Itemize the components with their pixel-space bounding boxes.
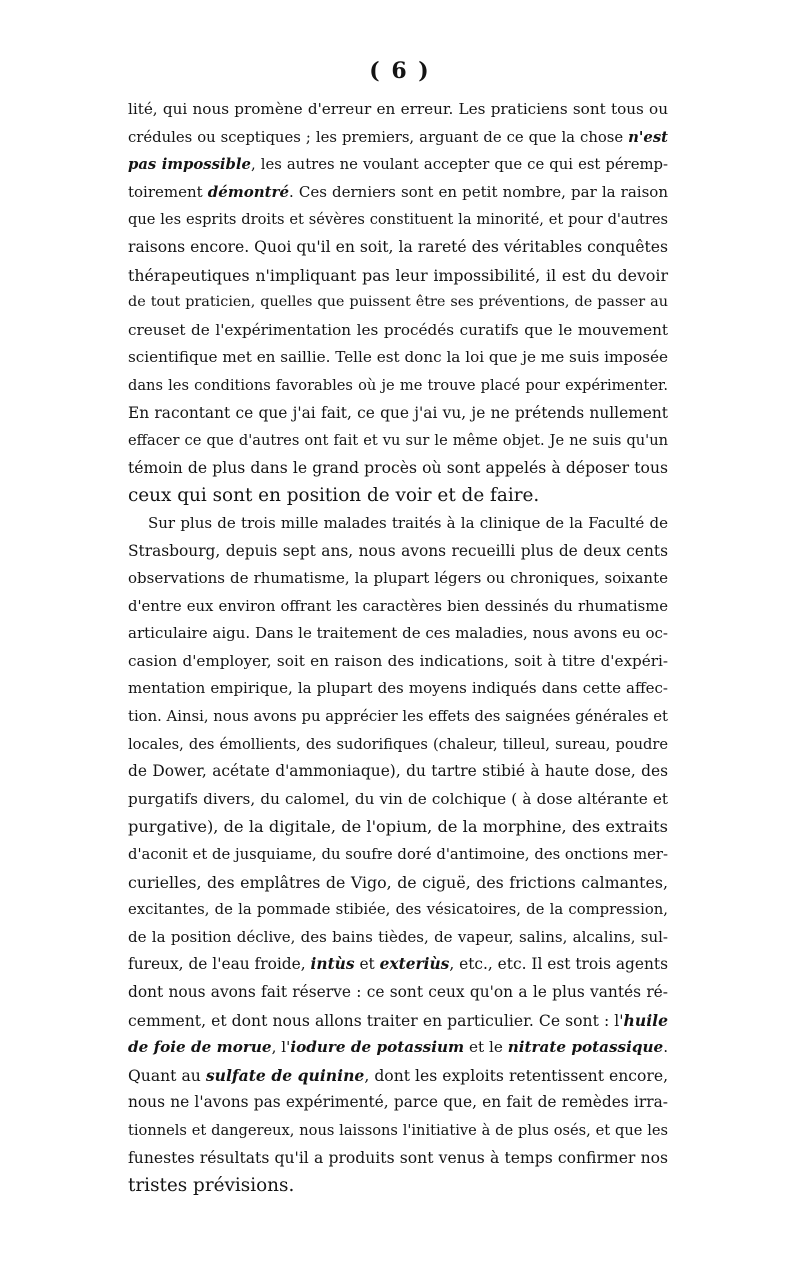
body-text bbox=[128, 96, 668, 1200]
text-line: cemment, et dont nous allons traiter en particulier. Ce sont : l'huile bbox=[128, 1010, 668, 1030]
text-line: nous ne l'avons pas expérimenté, parce que, en fait de remèdes irra- bbox=[128, 1093, 668, 1112]
text-line: ceux qui sont en position de voir et de faire. bbox=[128, 485, 540, 507]
italic-phrase: iodure de potassium bbox=[290, 1038, 465, 1057]
text-line: lité, qui nous promène d'erreur en erreur. Les praticiens sont tous ou bbox=[128, 100, 668, 118]
text-line: scientifique met en saillie. Telle est donc la loi que je me suis imposée bbox=[128, 348, 668, 367]
italic-phrase: de foie de morue bbox=[128, 1038, 272, 1057]
text-line: thérapeutiques n'impliquant pas leur impossibilité, il est du devoir bbox=[128, 265, 668, 285]
text-line: de la position déclive, des bains tièdes, de vapeur, salins, alcalins, sul- bbox=[128, 927, 668, 946]
text-line: Strasbourg, depuis sept ans, nous avons recueilli plus de deux cents bbox=[128, 541, 668, 560]
text-line: fureux, de l'eau froide, intùs et exteriùs, etc., etc. Il est trois agents bbox=[128, 955, 669, 974]
text-line: observations de rhumatisme, la plupart légers ou chroniques, soixante bbox=[128, 569, 668, 588]
text-line: Sur plus de trois mille malades traités à la clinique de la Faculté de bbox=[148, 513, 668, 532]
text-line: purgatifs divers, du calomel, du vin de colchique ( à dose altérante et bbox=[128, 789, 668, 808]
text-line: d'entre eux environ offrant les caractères bien dessinés du rhumatisme bbox=[128, 597, 668, 615]
text-line: funestes résultats qu'il a produits sont venus à temps confirmer nos bbox=[128, 1148, 668, 1167]
text-line: effacer ce que d'autres ont fait et vu sur le même objet. Je ne suis qu'un bbox=[128, 432, 668, 450]
italic-phrase: pas impossible bbox=[128, 156, 251, 174]
italic-phrase: exteriùs bbox=[379, 955, 450, 974]
italic-phrase: nitrate potassique bbox=[507, 1038, 664, 1057]
text-line: locales, des émollients, des sudorifiques (chaleur, tilleul, sureau, poudre bbox=[128, 735, 668, 753]
text-line: crédules ou sceptiques ; les premiers, arguant de ce que la chose n'est bbox=[128, 128, 668, 146]
italic-phrase: huile bbox=[623, 1010, 668, 1030]
italic-phrase: n'est bbox=[628, 128, 668, 146]
text-line: curielles, des emplâtres de Vigo, de ciguë, des frictions calmantes, bbox=[128, 872, 668, 892]
text-line: tristes prévisions. bbox=[128, 1175, 295, 1197]
text-line: En racontant ce que j'ai fait, ce que j'ai vu, je ne prétends nullement bbox=[128, 403, 668, 422]
text-line: dont nous avons fait réserve : ce sont ceux qu'on a le plus vantés ré- bbox=[128, 983, 668, 1001]
text-line: Quant au sulfate de quinine, dont les exploits retentissent encore, bbox=[128, 1065, 669, 1085]
text-line: raisons encore. Quoi qu'il en soit, la rareté des véritables conquêtes bbox=[128, 237, 668, 256]
italic-phrase: démontré bbox=[207, 182, 289, 201]
text-line: de foie de morue, l'iodure de potassium et le nitrate potassique. bbox=[128, 1038, 669, 1057]
text-line: articulaire aigu. Dans le traitement de ces maladies, nous avons eu oc- bbox=[128, 624, 668, 643]
text-line: purgative), de la digitale, de l'opium, de la morphine, des extraits bbox=[128, 817, 668, 837]
text-line: de Dower, acétate d'ammoniaque), du tartre stibié à haute dose, des bbox=[128, 762, 668, 781]
text-line: toirement démontré. Ces derniers sont en petit nombre, par la raison bbox=[128, 182, 668, 201]
text-line: excitantes, de la pommade stibiée, des vésicatoires, de la compression, bbox=[128, 901, 668, 919]
text-line: témoin de plus dans le grand procès où sont appelés à déposer tous bbox=[128, 458, 668, 477]
text-line: casion d'employer, soit en raison des indications, soit à titre d'expéri- bbox=[128, 651, 668, 670]
text-line: pas impossible, les autres ne voulant accepter que ce qui est péremp- bbox=[128, 156, 668, 174]
italic-phrase: intùs bbox=[310, 955, 355, 974]
text-line: que les esprits droits et sévères constituent la minorité, et pour d'autres bbox=[128, 211, 668, 229]
page-number: ( 6 ) bbox=[369, 58, 431, 84]
text-line: tionnels et dangereux, nous laissons l'initiative à de plus osés, et que les bbox=[128, 1121, 668, 1139]
text-line: d'aconit et de jusquiame, du soufre doré d'antimoine, des onctions mer- bbox=[128, 846, 668, 864]
text-line: creuset de l'expérimentation les procédés curatifs que le mouvement bbox=[128, 320, 668, 339]
italic-phrase: sulfate de quinine bbox=[205, 1065, 365, 1085]
text-line: tion. Ainsi, nous avons pu apprécier les effets des saignées générales et bbox=[128, 708, 668, 726]
text-line: de tout praticien, quelles que puissent être ses préventions, de passer au bbox=[128, 294, 668, 311]
text-line: dans les conditions favorables où je me trouve placé pour expérimenter. bbox=[128, 376, 668, 394]
text-line: mentation empirique, la plupart des moyens indiqués dans cette affec- bbox=[128, 679, 668, 698]
